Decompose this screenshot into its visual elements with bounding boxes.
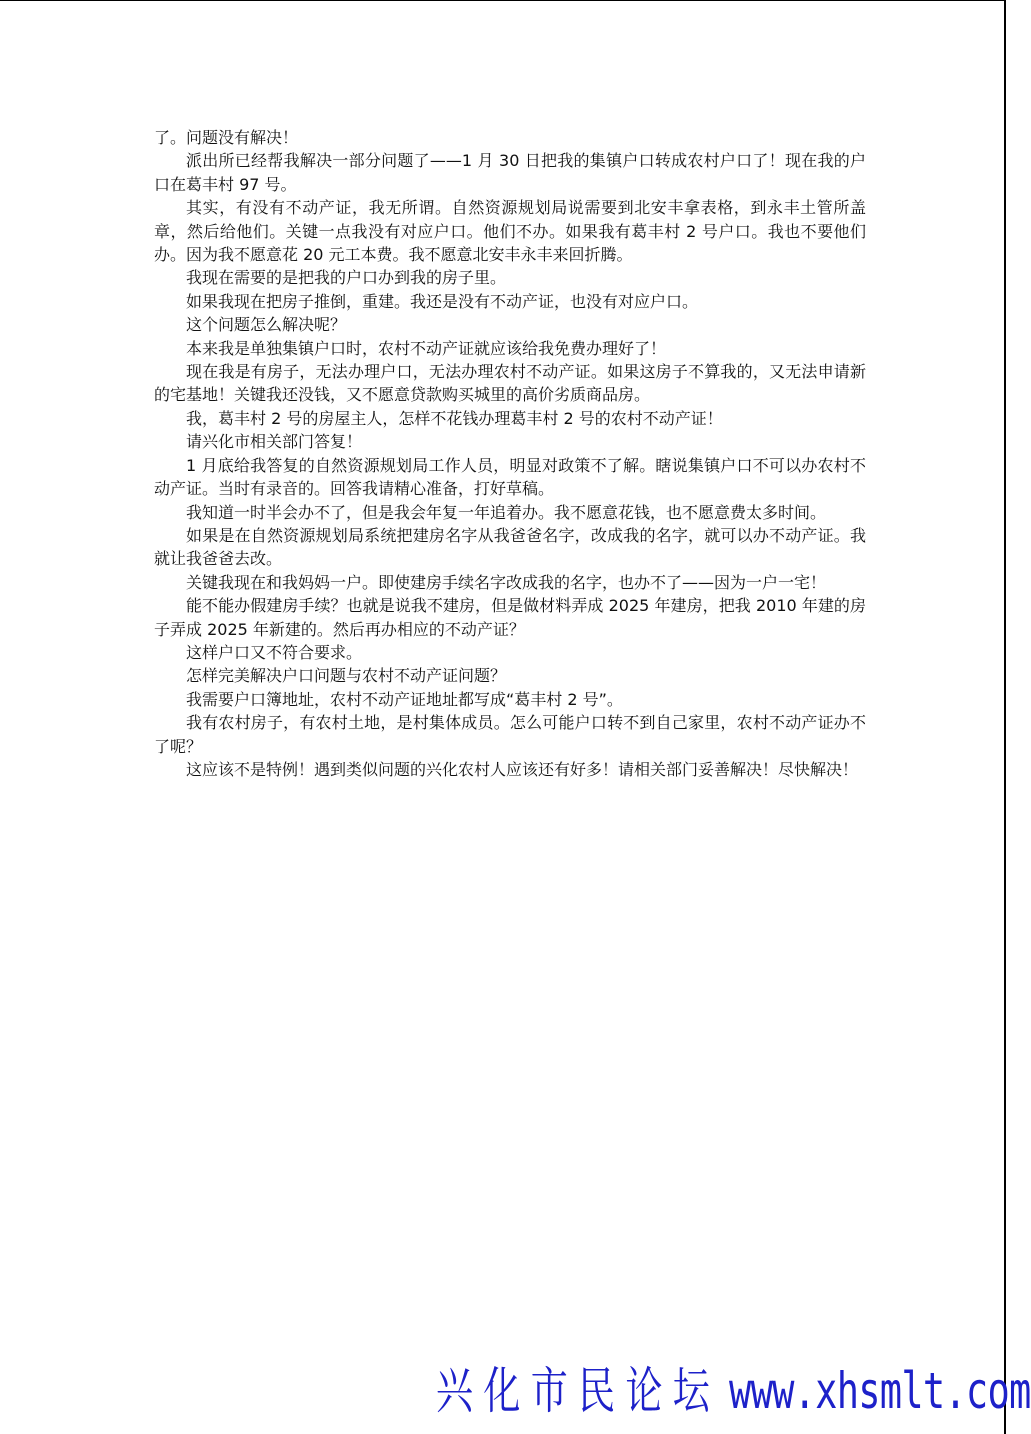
paragraph-1: 了。问题没有解决！ <box>154 128 299 147</box>
paragraph-8: 现在我是有房子，无法办理户口，无法办理农村不动产证。如果这房子不算我的，又无法申请新的宅基地！关键我还没钱，又不愿意贷款购买城里的高价劣质商品房。 <box>154 362 866 405</box>
paragraph-2: 派出所已经帮我解决一部分问题了——1 月 30 日把我的集镇户口转成农村户口了！现在我的户口在葛丰村 97 号。 <box>154 151 866 194</box>
watermark-forum-url: www.xhsmlt.com <box>729 1362 1031 1420</box>
paragraph-17: 怎样完美解决户口问题与农村不动产证问题？ <box>186 666 507 686</box>
document-body <box>154 126 866 781</box>
paragraph-15: 能不能办假建房手续？也就是说我不建房，但是做材料弄成 2025 年建房，把我 2010 年建的房子弄成 2025 年新建的。然后再办相应的不动产证？ <box>154 596 866 639</box>
paragraph-18: 我需要户口簿地址，农村不动产证地址都写成“葛丰村 2 号”。 <box>186 689 623 709</box>
paragraph-13: 如果是在自然资源规划局系统把建房名字从我爸爸名字，改成我的名字，就可以办不动产证。我就让我爸爸去改。 <box>154 525 866 569</box>
paragraph-4: 我现在需要的是把我的户口办到我的房子里。 <box>186 268 507 288</box>
paragraph-3: 其实，有没有不动产证，我无所谓。自然资源规划局说需要到北安丰拿表格，到永丰土管所盖章，然后给他们。关键一点我没有对应户口。他们不办。如果我有葛丰村 2 号户口。我也不要他们办。因为我不愿意花 20 元工本费。我不愿意北安丰永丰来回折腾。 <box>154 198 866 265</box>
paragraph-14: 关键我现在和我妈妈一户。即使建房手续名字改成我的名字，也办不了——因为一户一宅！ <box>186 572 827 592</box>
paragraph-16: 这样户口又不符合要求。 <box>186 642 363 662</box>
paragraph-19: 我有农村房子，有农村土地，是村集体成员。怎么可能户口转不到自己家里，农村不动产证办不了呢？ <box>154 713 866 756</box>
forum-watermark <box>436 1358 1031 1424</box>
paragraph-9: 我，葛丰村 2 号的房屋主人，怎样不花钱办理葛丰村 2 号的农村不动产证！ <box>186 408 723 428</box>
watermark-forum-name: 兴化市民论坛 <box>436 1362 721 1420</box>
paragraph-10: 请兴化市相关部门答复！ <box>186 432 363 452</box>
paragraph-11: 1 月底给我答复的自然资源规划局工作人员，明显对政策不了解。瞎说集镇户口不可以办农村不动产证。当时有录音的。回答我请精心准备，打好草稿。 <box>154 455 866 499</box>
paragraph-7: 本来我是单独集镇户口时，农村不动产证就应该给我免费办理好了！ <box>186 338 667 358</box>
paragraph-12: 我知道一时半会办不了，但是我会年复一年追着办。我不愿意花钱，也不愿意费太多时间。 <box>186 502 827 522</box>
paragraph-20: 这应该不是特例！遇到类似问题的兴化农村人应该还有好多！请相关部门妥善解决！尽快解决！ <box>186 759 859 779</box>
paragraph-5: 如果我现在把房子推倒，重建。我还是没有不动产证，也没有对应户口。 <box>186 291 699 311</box>
paragraph-6: 这个问题怎么解决呢？ <box>186 315 347 335</box>
